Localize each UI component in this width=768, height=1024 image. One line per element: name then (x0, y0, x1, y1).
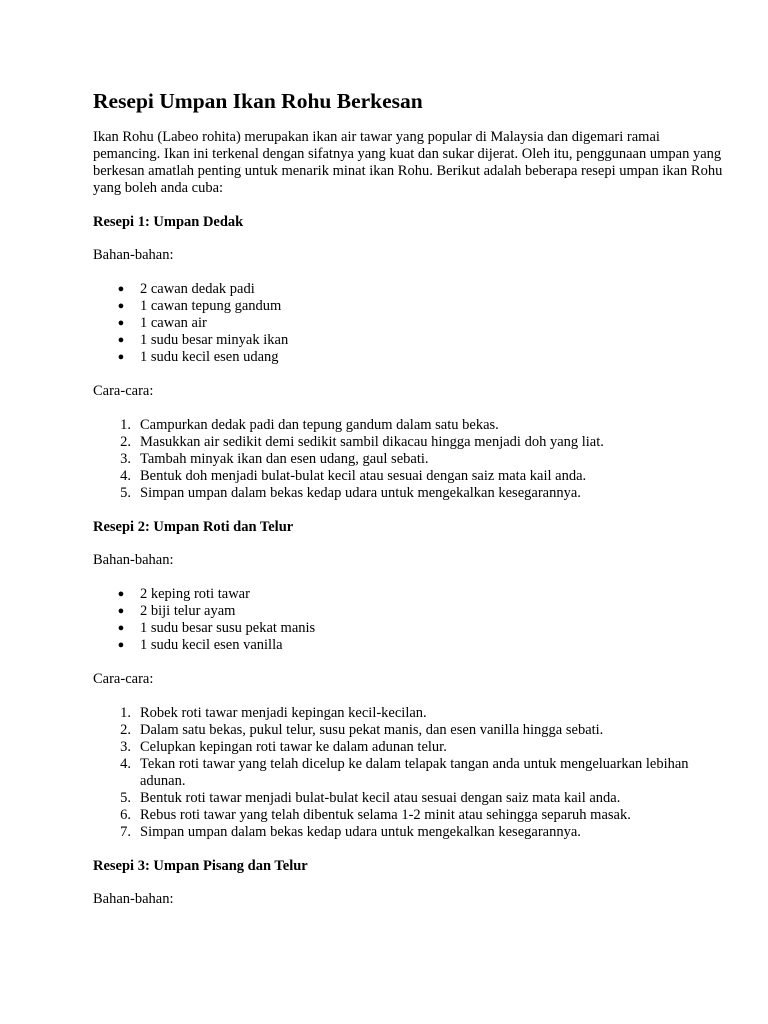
step-number: 6. (120, 807, 131, 823)
step-text: Simpan umpan dalam bekas kedap udara untuk mengekalkan kesegarannya. (140, 485, 581, 501)
list-item (93, 824, 728, 841)
list-item (93, 281, 728, 298)
step-text: Campurkan dedak padi dan tepung gandum dalam satu bekas. (140, 417, 499, 433)
list-item (93, 620, 728, 637)
ingredient-text: 1 cawan tepung gandum (140, 298, 282, 314)
intro-paragraph: Ikan Rohu (Labeo rohita) merupakan ikan air tawar yang popular di Malaysia dan digemari ramai pemancing. Ikan ini terkenal dengan sifatnya yang kuat dan sukar dijerat. Oleh itu, penggunaan umpan yang berkesan amatlah penting untuk menarik minat ikan Rohu. Berikut adalah beberapa resepi umpan ikan Rohu yang boleh anda cuba: (93, 129, 723, 196)
step-number: 1. (120, 417, 131, 433)
list-item (93, 468, 728, 485)
step-number: 1. (120, 705, 131, 721)
list-item (93, 332, 728, 349)
step-text: Tambah minyak ikan dan esen udang, gaul sebati. (140, 451, 429, 467)
ingredients-label: Bahan-bahan: (93, 552, 174, 568)
recipe-heading: Resepi 2: Umpan Roti dan Telur (93, 519, 294, 535)
recipe-heading: Resepi 3: Umpan Pisang dan Telur (93, 858, 308, 874)
list-item (93, 739, 728, 756)
steps-list (93, 417, 728, 502)
bullet-icon: ● (117, 622, 125, 634)
list-item (93, 756, 728, 790)
list-item (93, 451, 728, 468)
ingredients-list (93, 586, 728, 654)
step-text: Robek roti tawar menjadi kepingan kecil-kecilan. (140, 705, 427, 721)
step-text: Bentuk doh menjadi bulat-bulat kecil atau sesuai dengan saiz mata kail anda. (140, 468, 587, 484)
list-item (93, 485, 728, 502)
ingredient-text: 1 sudu besar susu pekat manis (140, 620, 316, 636)
recipe-1 (93, 214, 728, 502)
list-item (93, 298, 728, 315)
ingredient-text: 2 biji telur ayam (140, 603, 236, 619)
step-number: 4. (120, 756, 131, 772)
list-item (93, 586, 728, 603)
recipe-2 (93, 519, 728, 841)
ingredient-text: 1 sudu kecil esen udang (140, 349, 279, 365)
document-title: Resepi Umpan Ikan Rohu Berkesan (93, 89, 423, 113)
ingredients-label: Bahan-bahan: (93, 247, 174, 263)
recipe-heading: Resepi 1: Umpan Dedak (93, 214, 244, 230)
ingredient-text: 2 cawan dedak padi (140, 281, 255, 297)
bullet-icon: ● (117, 334, 125, 346)
list-item (93, 315, 728, 332)
ingredient-text: 1 sudu besar minyak ikan (140, 332, 289, 348)
list-item (93, 807, 728, 824)
ingredient-text: 2 keping roti tawar (140, 586, 250, 602)
steps-list (93, 705, 728, 841)
step-number: 4. (120, 468, 131, 484)
list-item (93, 417, 728, 434)
step-text: Rebus roti tawar yang telah dibentuk selama 1-2 minit atau sehingga separuh masak. (140, 807, 631, 823)
list-item (93, 603, 728, 620)
step-text: Tekan roti tawar yang telah dicelup ke dalam telapak tangan anda untuk mengeluarkan lebihan adunan. (140, 756, 689, 789)
list-item (93, 722, 728, 739)
step-number: 5. (120, 790, 131, 806)
bullet-icon: ● (117, 639, 125, 651)
recipe-3 (93, 858, 728, 908)
list-item (93, 790, 728, 807)
step-text: Masukkan air sedikit demi sedikit sambil dikacau hingga menjadi doh yang liat. (140, 434, 604, 450)
step-number: 3. (120, 451, 131, 467)
step-text: Dalam satu bekas, pukul telur, susu pekat manis, dan esen vanilla hingga sebati. (140, 722, 604, 738)
steps-label: Cara-cara: (93, 671, 154, 687)
bullet-icon: ● (117, 351, 125, 363)
ingredients-label: Bahan-bahan: (93, 891, 174, 907)
list-item (93, 434, 728, 451)
step-text: Bentuk roti tawar menjadi bulat-bulat kecil atau sesuai dengan saiz mata kail anda. (140, 790, 621, 806)
steps-label: Cara-cara: (93, 383, 154, 399)
step-text: Simpan umpan dalam bekas kedap udara untuk mengekalkan kesegarannya. (140, 824, 581, 840)
list-item (93, 637, 728, 654)
step-number: 5. (120, 485, 131, 501)
bullet-icon: ● (117, 317, 125, 329)
ingredient-text: 1 sudu kecil esen vanilla (140, 637, 283, 653)
ingredient-text: 1 cawan air (140, 315, 207, 331)
step-text: Celupkan kepingan roti tawar ke dalam adunan telur. (140, 739, 447, 755)
bullet-icon: ● (117, 588, 125, 600)
bullet-icon: ● (117, 605, 125, 617)
ingredients-list (93, 281, 728, 366)
step-number: 3. (120, 739, 131, 755)
list-item (93, 349, 728, 366)
bullet-icon: ● (117, 283, 125, 295)
bullet-icon: ● (117, 300, 125, 312)
step-number: 2. (120, 434, 131, 450)
step-number: 2. (120, 722, 131, 738)
step-number: 7. (120, 824, 131, 840)
list-item (93, 705, 728, 722)
